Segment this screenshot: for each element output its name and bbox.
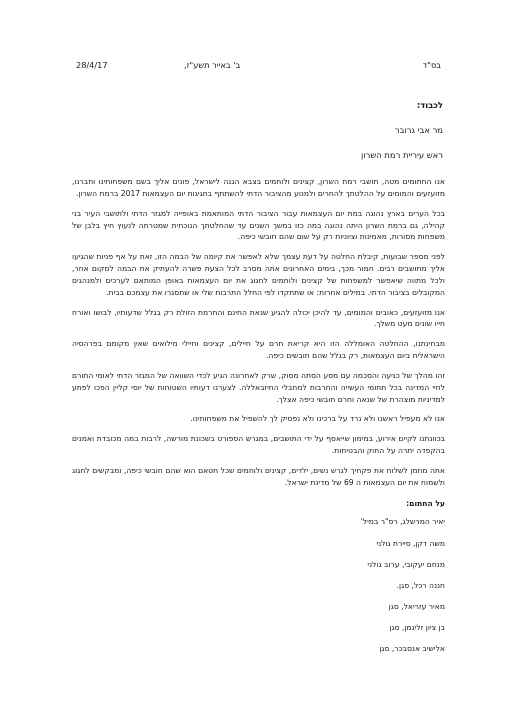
signatory: משה דקן, סיירת גולני — [376, 538, 445, 548]
signatories-list — [72, 515, 445, 663]
addressee-label: לכבוד: — [416, 100, 443, 110]
body-paragraph: בכוונתנו לקיים אירוע, במימון שייאסף על ידי התושבים, במגרש הספורט בשכונת מורשה, לרבות במה מכובדת ואמנים בהקפדה יתרה על החוק והבטיחות. — [72, 433, 445, 455]
body-paragraph: בכל הערים בארץ נהוגה במת יום העצמאות עבור הציבור הדתי המותאמת באופייה למגזר הדתי ולתושבי העיר בני קהילה, גם ברמת השרון היתה נהוגה במה כזו במשך השנים עד שהחלטתך הנוכחית שמטרתה לנעוץ חיץ בלבן של משפחות מסורות, מאמינות וציוניות רק על שום שהם חובשי כיפה. — [72, 208, 445, 242]
body-paragraph: אתה מוזמן לשלוח את פקחיך לגרש נשים, ילדים, קצינים ולוחמים שכל חטאם הוא שהם חובשי כיפה, ומבקשים לחגוג ולשמוח את יום העצמאות ה 69 של מדינת ישראל. — [72, 465, 445, 487]
bsd-heading: בס"ד — [422, 60, 441, 70]
signatories-heading: על החתום: — [406, 499, 445, 509]
body-paragraph: אנו לא מעפיל ראשנו ולא נרד על ברכינו ולא נפסיק לך להשפיל את משפחותינו. — [190, 414, 445, 424]
signatory: מנחם יעקובי, ערוב גולני — [367, 559, 445, 569]
signatory: בן ציון זליגמן, סגן — [389, 623, 445, 633]
body-paragraph: זהו מהלך של כניעה והסכמה עם מסע הסתה מסוק, שרק לאחרונה הגיע לכדי השוואה של המגזר הדתי לאומי התורם לחיי המדינה בכל תחומי העשייה והתרבות למחבלי החיזבאללה. לצערנו דעותיו השטוחות של יוסי קליין הפכו לפתע למדיניות מוצהרת של שנאה וחרם חובשי כיפה אצלך. — [72, 370, 445, 404]
letter-body — [72, 176, 445, 664]
signatory: יאיר המרשלג, רס"ר במיל' — [360, 517, 445, 527]
body-paragraph: אנו החתומים מטה, תושבי רמת השרון, קצינים ולוחמים בצבא הגנה לישראל, פונים אליך בשם משפחותינו וחברנו, מזועזעים והמומים על ההלטתך להחרים ולמנוע מהציבור הדתי להשתתף בחגיגות יום העצמאות 2017 ברמת השרון. — [72, 177, 445, 198]
body-paragraph: לפני מספר שבועות, קיבלת החלטה על דעת עצמך שלא לאפשר את קיומה של הבמה הזו, זאת על אף פניות שהגיעו אליך מתושבים רבים. חמור מכך, בימים האחרונים אתה מסרב לכל הצעת פשרה להעתיק את הבמה למקום אחר, ולכל מתווה שיאפשר למשפחות של קצינים ולוחמים לחגוג את יום העצמאות באופן המותאם לערכים ולמנהגים המקובלים בציבור הדתי. במילים אחרות: או שתתקדו לפי החלל התרבות שלי או שתסגרו את עצמכם בבית. — [72, 252, 445, 297]
addressee-name: מר אבי גרובר — [394, 125, 443, 135]
signatory: מאיר עזריאל, סגן — [388, 602, 445, 612]
letter-header — [76, 60, 441, 72]
signatory: חננה רכל, סגן. — [396, 580, 445, 590]
body-paragraph: אנו מזועזעים, כאובים והמומים, עד להיכן יכולה להגיע שנאת החינם והחרמת הזולת רק בגלל שדעותיו, לבושו ואורח חייו שונים מעט משלך. — [72, 307, 445, 329]
hebrew-date: ב' באייר תשע"ז, — [184, 60, 241, 70]
body-paragraph: מבחינתנו, ההחלטה האומללה הזו היא קריאת חרם על חיילים, קצינים וחיילי מילואים שאין מקומם בפרהסיה הישראלית ביום העצמאות, רק בגלל שהם חובשים כיפה. — [72, 339, 445, 361]
gregorian-date: 28/4/17 — [76, 60, 108, 70]
signatory: אלישיב אנסבכר, סגן — [379, 644, 445, 654]
addressee-title: ראש עיריית רמת השרון — [361, 150, 443, 160]
